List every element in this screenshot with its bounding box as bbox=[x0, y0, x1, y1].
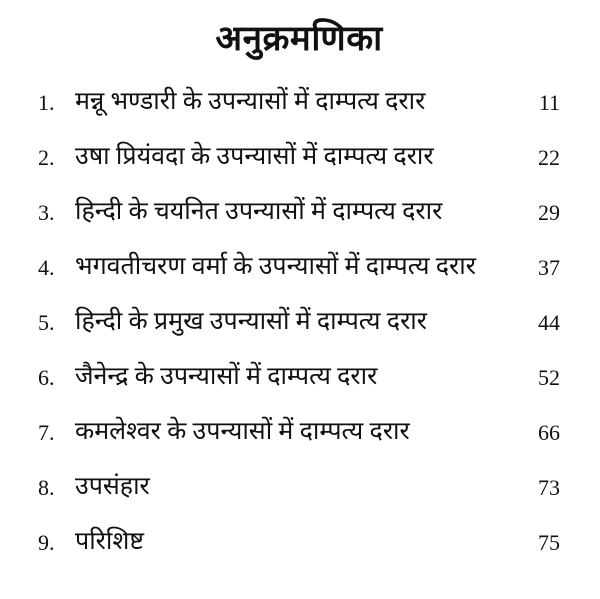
toc-entry-title: मन्नू भण्डारी के उपन्यासों में दाम्पत्य दरार bbox=[75, 88, 426, 115]
toc-list bbox=[38, 86, 560, 581]
toc-entry bbox=[38, 416, 560, 471]
toc-entry-number: 9. bbox=[38, 530, 55, 555]
toc-entry-page-number: 37 bbox=[538, 255, 560, 280]
toc-entry-number: 8. bbox=[38, 475, 55, 500]
toc-entry-page-number: 73 bbox=[538, 475, 560, 500]
toc-entry-page-number: 11 bbox=[538, 90, 560, 115]
toc-entry-page-number: 29 bbox=[538, 200, 560, 225]
toc-entry-number: 1. bbox=[38, 90, 55, 115]
toc-entry-number: 7. bbox=[38, 420, 55, 445]
toc-entry-number: 3. bbox=[38, 200, 55, 225]
toc-entry-page-number: 22 bbox=[538, 145, 560, 170]
toc-entry-title: उपसंहार bbox=[75, 473, 150, 500]
toc-entry bbox=[38, 196, 560, 251]
toc-entry bbox=[38, 86, 560, 141]
toc-entry-number: 6. bbox=[38, 365, 55, 390]
toc-entry bbox=[38, 141, 560, 196]
toc-entry-number: 5. bbox=[38, 310, 55, 335]
toc-entry-title: परिशिष्ट bbox=[75, 528, 144, 555]
toc-entry bbox=[38, 526, 560, 581]
toc-entry bbox=[38, 306, 560, 361]
toc-entry-page-number: 66 bbox=[538, 420, 560, 445]
toc-entry-title: कमलेश्वर के उपन्यासों में दाम्पत्य दरार bbox=[75, 418, 410, 445]
toc-entry-title: उषा प्रियंवदा के उपन्यासों में दाम्पत्य दरार bbox=[75, 143, 434, 170]
toc-entry bbox=[38, 361, 560, 416]
toc-entry bbox=[38, 251, 560, 306]
toc-entry-title: भगवतीचरण वर्मा के उपन्यासों में दाम्पत्य दरार bbox=[75, 253, 476, 280]
toc-entry-title: हिन्दी के चयनित उपन्यासों में दाम्पत्य दरार bbox=[75, 198, 443, 225]
toc-entry-title: जैनेन्द्र के उपन्यासों में दाम्पत्य दरार bbox=[75, 363, 378, 390]
toc-entry-number: 2. bbox=[38, 145, 55, 170]
toc-entry-title: हिन्दी के प्रमुख उपन्यासों में दाम्पत्य दरार bbox=[75, 308, 428, 335]
toc-entry-page-number: 52 bbox=[538, 365, 560, 390]
toc-entry-number: 4. bbox=[38, 255, 55, 280]
page-title: अनुक्रमणिका bbox=[215, 19, 383, 58]
toc-entry-page-number: 75 bbox=[538, 530, 560, 555]
toc-entry bbox=[38, 471, 560, 526]
toc-entry-page-number: 44 bbox=[538, 310, 560, 335]
